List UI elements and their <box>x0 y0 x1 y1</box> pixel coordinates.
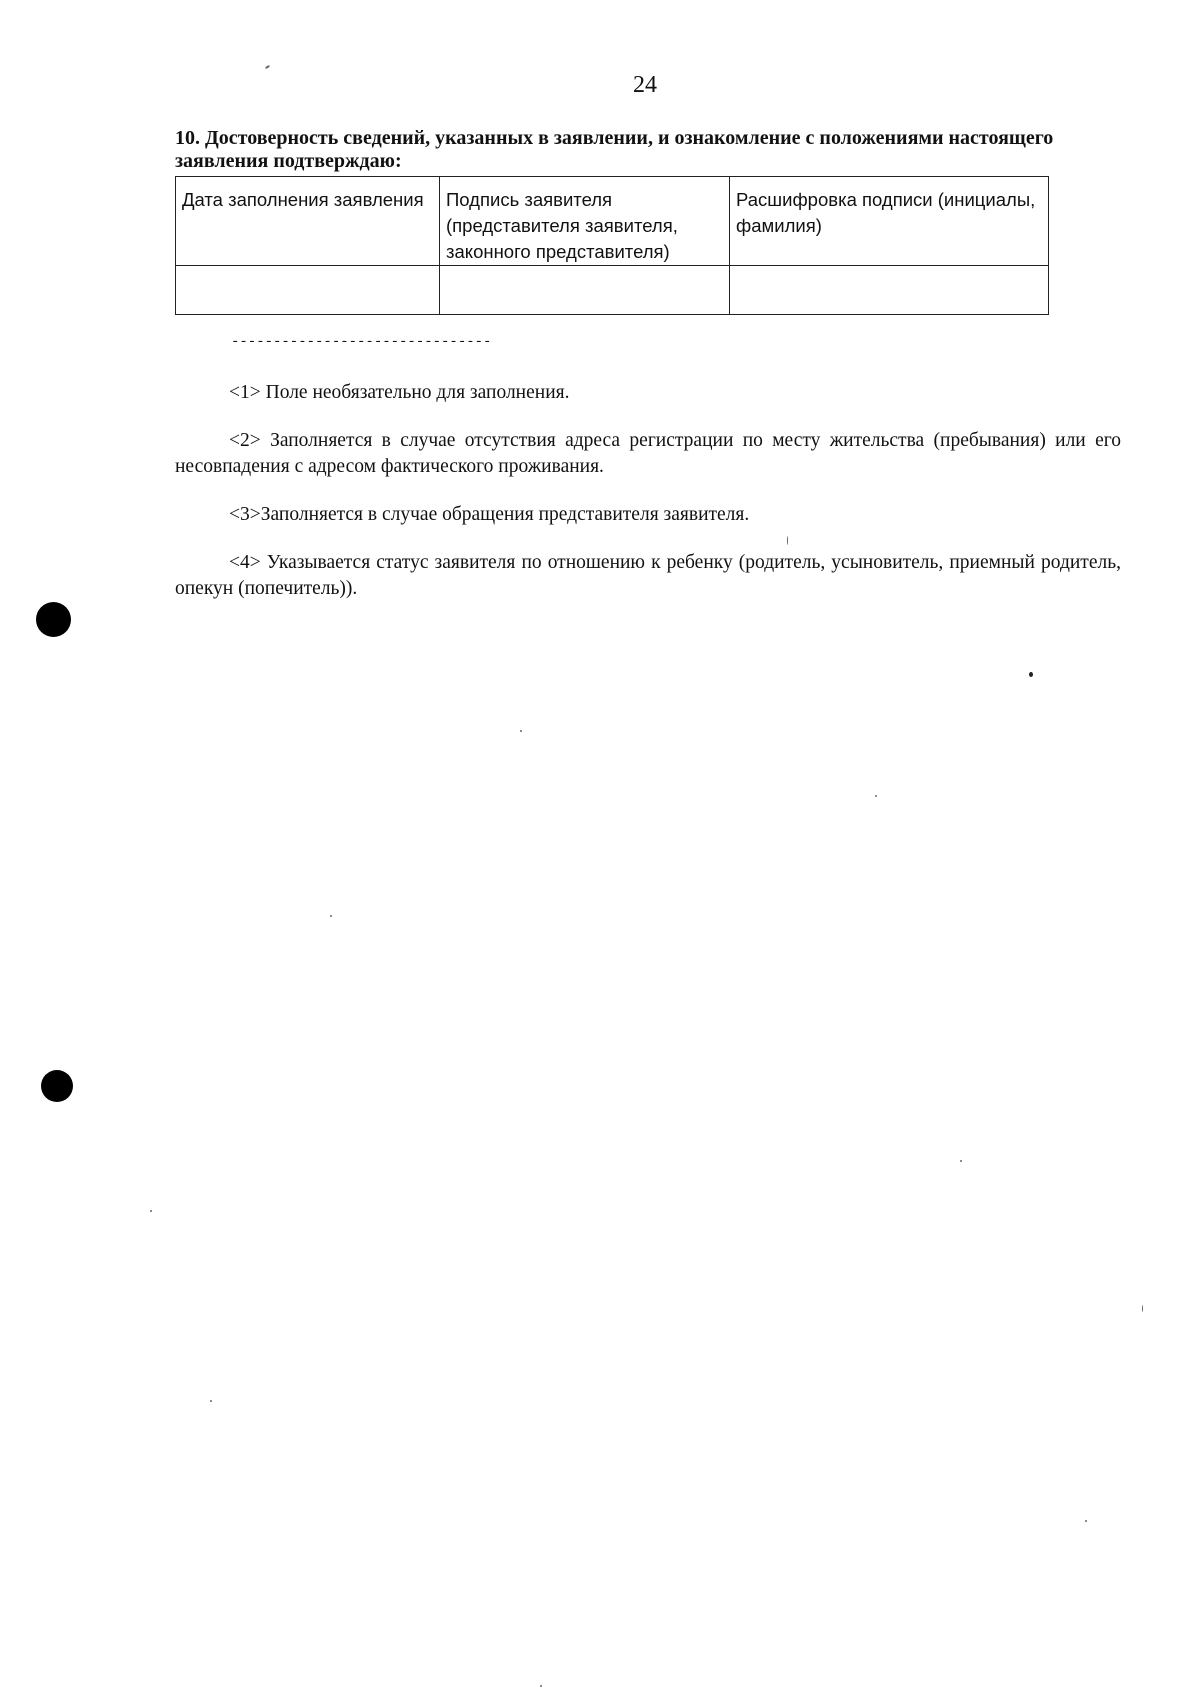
scan-speck <box>330 915 332 917</box>
scan-speck <box>210 1400 212 1402</box>
signature-table <box>175 176 1049 315</box>
scan-speck <box>1142 1305 1143 1312</box>
footnotes-list <box>175 380 1121 624</box>
footnote-1: <1> Поле необязательно для заполнения. <box>229 382 570 403</box>
footnote-4: <4> Указывается статус заявителя по отношению к ребенку (родитель, усыновитель, приемный родитель, опекун (попечитель)). <box>175 552 1121 599</box>
date-value-cell[interactable] <box>176 266 440 315</box>
scan-speck <box>787 536 788 545</box>
scan-speck <box>875 795 877 797</box>
scan-speck <box>960 1160 962 1162</box>
section-heading: 10. Достоверность сведений, указанных в заявлении, и ознакомление с положениями настоящего заявления подтверждаю: <box>175 127 1054 172</box>
footnote-2: <2> Заполняется в случае отсутствия адреса регистрации по месту жительства (пребывания) или его несовпадения с адресом фактического проживания. <box>175 430 1121 477</box>
scan-speck <box>520 730 522 732</box>
name-value-cell[interactable] <box>730 266 1049 315</box>
punch-hole-mark-bottom <box>41 1070 73 1102</box>
table-header-row <box>176 177 1049 266</box>
table-value-row <box>176 266 1049 315</box>
header-name-cell: Расшифровка подписи (инициалы, фамилия) <box>730 177 1049 266</box>
page-number: 24 <box>633 72 657 98</box>
signature-value-cell[interactable] <box>440 266 730 315</box>
footnote-3: <3>Заполняется в случае обращения представителя заявителя. <box>229 504 750 525</box>
scan-speck <box>150 1210 152 1212</box>
scan-speck <box>1085 1520 1087 1522</box>
header-date-cell: Дата заполнения заявления <box>176 177 440 266</box>
footnote-divider: ------------------------------- <box>231 334 492 350</box>
scan-speck <box>540 1685 542 1687</box>
header-signature-cell: Подпись заявителя (представителя заявителя, законного представителя) <box>440 177 730 266</box>
scan-speck <box>265 65 270 70</box>
punch-hole-mark-top <box>36 602 71 637</box>
scan-speck <box>1029 672 1033 677</box>
